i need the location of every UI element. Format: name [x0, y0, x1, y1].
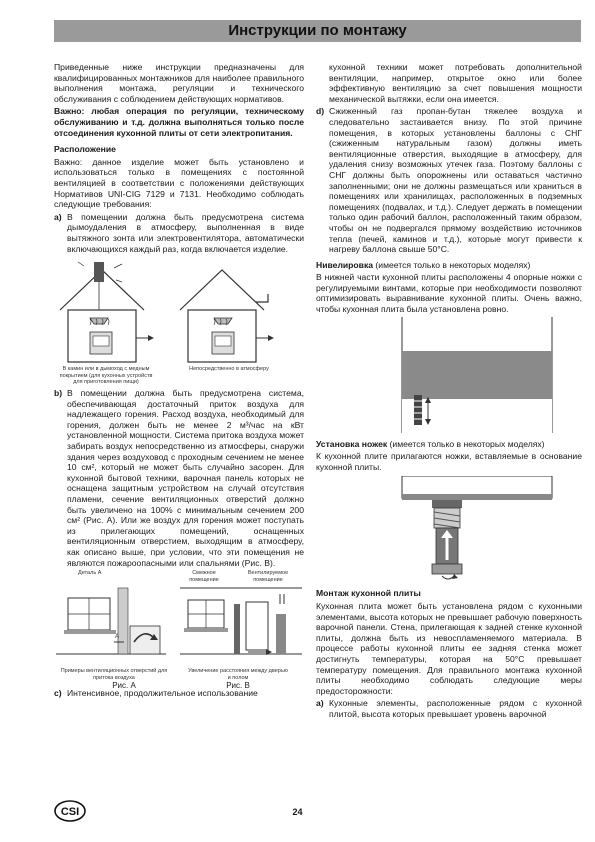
- legs-text: К кухонной плите прилагаются ножки, вставляемые в основание кухонной плиты.: [316, 451, 582, 472]
- list-letter: d): [316, 106, 325, 117]
- leveling-note: (имеется только в некоторых моделях): [373, 259, 531, 270]
- mount-heading: Монтаж кухонной плиты: [316, 588, 421, 599]
- ventilated-room-label: Вентилируемое помещение: [247, 570, 289, 583]
- list-text: В помещении должна быть предусмотрена система дымоудаления в атмосферу, выполненная в виде вытяжного зонта или электровентилятора, автоматически включающихся каждый раз, когда включается изделие.: [67, 211, 304, 254]
- leveling-illustration: [316, 317, 582, 435]
- mount-text: Кухонная плита может быть установлена рядом с кухонными элементами, высота которых не превышает рабочую поверхность варочной панели. Стена, прилегающая к задней стенке кухонной плиты, должна быть из невоспламеняемого материала. В процессе работы кухонной плиты ее задняя стенка может достигнуть температуры, которая на 50°С превышает температуру помещения. Для правильного монтажа кухонной плиты необходимо соблюдать следующие меры предосторожности:: [316, 601, 582, 696]
- list-text: Интенсивное, продолжительное использование: [67, 688, 258, 699]
- right-column: [316, 62, 582, 722]
- left-column: [54, 62, 304, 701]
- houses-illustration: [54, 258, 304, 366]
- list-letter: c): [54, 688, 62, 699]
- leveling-heading-line: [316, 260, 582, 271]
- list-letter: a): [54, 211, 62, 222]
- legs-illustration: [316, 476, 582, 582]
- list-letter: b): [54, 388, 63, 399]
- leveling-heading: Нивелировка: [316, 259, 374, 270]
- list-letter: a): [316, 698, 324, 709]
- intro-text: Приведенные ниже инструкции предназначены для квалифицированных монтажников для наиболее правильного выполнения монтажа, регуляции и технического обслуживания с соблюдением действующих нормативов.: [54, 62, 304, 104]
- list-text: Сжиженный газ пропан-бутан тяжелее воздуха и следовательно застаивается внизу. По этой причине помещения, в которых установлены баллоны с СНГ (сжиженным натуральным газом) должны иметь вентиляционные отверстия, выходящие в атмосферу, для удаления снизу возможных утечек газа. Поэтому баллоны с СНГ должны быть опорожнены или оставаться частично заполненными; они не должны размещаться или храниться в помещениях или хранилищах, расположенных в подземных помещениях (подвалах, и т.д.). Следует держать в помещении только один рабочий баллон, расположенный таким образом, чтобы он не подвергался прямому воздействию источников тепла (печей, каминов и т.д.), которые могут привести к нагреву баллона свыше 50°С.: [329, 106, 582, 255]
- list-item-b: [54, 388, 304, 568]
- figure-caption-right: Непосредственно в атмосферу: [189, 366, 269, 373]
- list-item-a-right: [316, 698, 582, 719]
- list-item-a: [54, 212, 304, 254]
- fig-a-caption: Примеры вентиляционных отверстий для притока воздуха: [60, 668, 168, 681]
- list-text: Кухонные элементы, расположенные рядом с кухонной плитой, высота которых превышает уровень варочной: [329, 698, 582, 719]
- page-header: Инструкции по монтажу: [54, 20, 581, 42]
- fig-a-title: Рис. А: [112, 681, 136, 691]
- list-text: В помещении должна быть предусмотрена система, обеспечивающая достаточный приток воздуха для надлежащего горения. Расход воздуха, необходимый для горения, должен быть не менее 2 м³/час на кВт установленной мощности. Система притока воздуха может забирать воздух непосредственно из атмосферы, снаружи здания через воздуховод с проходным сечением не менее 10 см², который не может быть случайно засорен. Для кухонной бытовой техники, варочная панель которых не оснащена защитным устройством на случай отсутствия пламени, сечение вентиляционных отверстий должно быть увеличено на 100% с минимальным сечением 200 см² (Рис. А). Или же воздух для горения может поступать из прилегающих помещений, оснащенных вентиляционным отверстием, выходящим в атмосферу, как описано выше, при условии, что эти помещения не являются пожароопасными или спальнями (Рис. В).: [67, 388, 304, 568]
- ventilation-figure: [54, 258, 304, 388]
- list-item-d: [316, 106, 582, 254]
- fig-b-title: Рис. В: [226, 681, 250, 691]
- important-note: Важно: любая операция по регуляции, техническому обслуживанию и т.д. должна выполняться только после отсоединения кухонной плиты от сети электропитания.: [54, 106, 304, 138]
- air-intake-illustration: [54, 584, 304, 668]
- page-number: 24: [292, 807, 303, 817]
- detail-a-label: Деталь А: [78, 570, 102, 577]
- csi-logo-text: CSI: [60, 806, 80, 818]
- location-text: Важно: данное изделие может быть установлено и использоваться только в помещениях с постоянной вентиляцией в соответствии с положениями действующих Нормативов UNI-CIG 7129 и 7131. Необходимо соблюдать следующие требования:: [54, 156, 304, 210]
- fig-b-caption: Увеличение расстояния между дверью и полом: [188, 668, 288, 681]
- continued-text: кухонной техники может потребовать дополнительной вентиляции, например, открытое окно или более эффективную вентиляцию за счет повышения мощности механической вытяжки, если она имеется.: [329, 62, 582, 104]
- air-intake-figure: [54, 570, 304, 691]
- leveling-text: В нижней части кухонной плиты расположены 4 опорные ножки с регулируемыми винтами, которые при необходимости позволяют оптимизировать выравнивание кухонной плиты. Очень важно, чтобы кухонная плита была установлена ровно.: [316, 272, 582, 315]
- legs-heading-line: [316, 439, 582, 450]
- fig-a-marker: А: [114, 634, 119, 641]
- adjacent-room-label: Смежное помещение: [189, 570, 219, 583]
- legs-note: (имеется только в некоторых моделях): [387, 438, 545, 449]
- location-heading: Расположение: [54, 144, 116, 155]
- legs-heading: Установка ножек: [316, 438, 388, 449]
- figure-caption-left: В камин или в дымоход с медным покрытием (для кухонных устройств для приготовления пищи): [59, 366, 153, 386]
